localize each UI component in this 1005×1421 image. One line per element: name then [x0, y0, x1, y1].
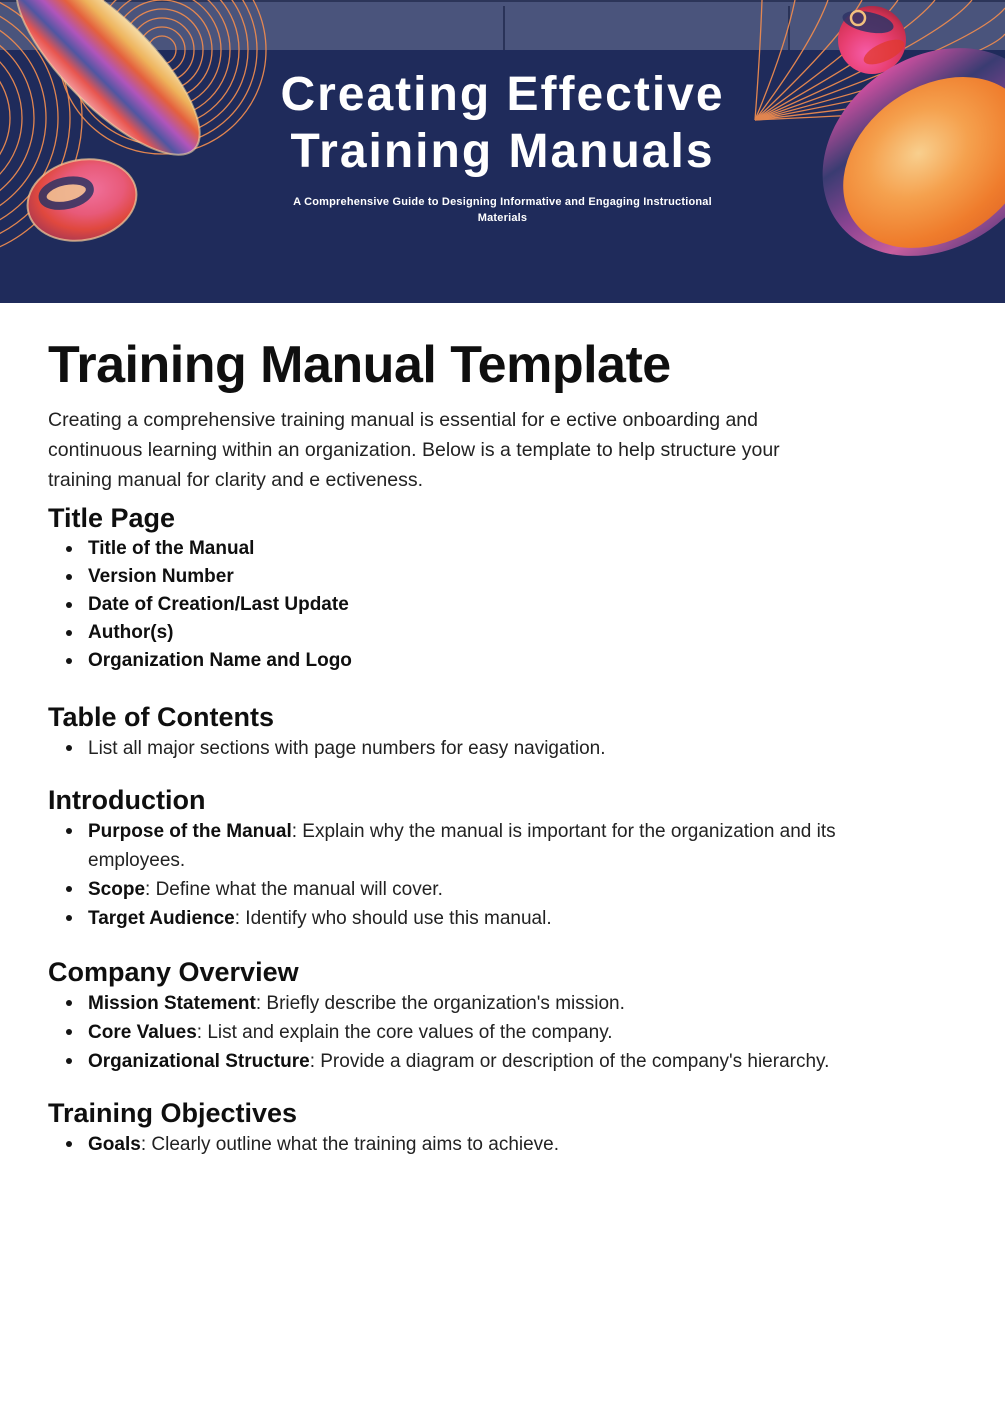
bullet-icon	[66, 1058, 72, 1064]
banner-subtitle	[0, 194, 1005, 226]
page-title: Training Manual Template	[48, 336, 671, 394]
list-item-text: : Clearly outline what the training aims to achieve.	[140, 1134, 560, 1155]
list-item-label: Target Audience	[88, 908, 235, 929]
section-heading-introduction: Introduction	[48, 785, 206, 815]
list-item-label: Core Values	[88, 1022, 197, 1043]
bullet-icon	[66, 1000, 72, 1006]
section-heading-training-objectives: Training Objectives	[48, 1098, 298, 1128]
section-heading-company-overview: Company Overview	[48, 957, 299, 987]
title-page-list	[48, 535, 957, 675]
list-item-label: Version Number	[88, 566, 234, 587]
list-item-label: Author(s)	[88, 622, 174, 643]
banner-subtitle-line1: A Comprehensive Guide to Designing Informative and Engaging Instructional	[293, 196, 712, 208]
bullet-icon	[66, 1141, 72, 1147]
banner-text-block	[0, 0, 1005, 226]
list-item-label: Purpose of the Manual	[88, 821, 292, 842]
list-item	[48, 563, 918, 591]
list-item-label: Title of the Manual	[88, 538, 255, 559]
list-item-text: : Define what the manual will cover.	[145, 879, 443, 900]
banner-subtitle-line2: Materials	[477, 212, 528, 224]
list-item	[48, 989, 918, 1018]
list-item	[48, 591, 918, 619]
list-item	[48, 535, 918, 563]
bullet-icon	[66, 546, 72, 552]
list-item	[48, 875, 918, 904]
list-item-text: : Briefly describe the organization's mission.	[255, 993, 625, 1014]
bullet-icon	[66, 1029, 72, 1035]
training-objectives-list	[48, 1130, 957, 1159]
list-item	[48, 817, 918, 875]
table-of-contents-list	[48, 734, 957, 763]
introduction-list	[48, 817, 957, 933]
list-item-text: List all major sections with page numbers for easy navigation.	[88, 738, 606, 759]
list-item	[48, 904, 918, 933]
header-banner	[0, 0, 1005, 303]
company-overview-list	[48, 989, 957, 1076]
intro-paragraph	[48, 405, 957, 495]
banner-title-line1: Creating Effective	[280, 68, 725, 121]
list-item-label: Organizational Structure	[88, 1051, 310, 1072]
document-body	[0, 303, 1005, 1159]
list-item-text: : Identify who should use this manual.	[234, 908, 552, 929]
section-heading-title-page: Title Page	[48, 503, 176, 533]
list-item-text: : List and explain the core values of the company.	[196, 1022, 613, 1043]
list-item	[48, 619, 918, 647]
list-item-label: Goals	[88, 1134, 141, 1155]
list-item	[48, 1018, 918, 1047]
list-item	[48, 734, 918, 763]
list-item-label: Organization Name and Logo	[88, 650, 352, 671]
banner-title	[0, 66, 1005, 180]
banner-title-line2: Training Manuals	[290, 125, 715, 178]
list-item-label: Scope	[88, 879, 146, 900]
bullet-icon	[66, 915, 72, 921]
list-item	[48, 647, 918, 675]
bullet-icon	[66, 886, 72, 892]
bullet-icon	[66, 828, 72, 834]
list-item-label: Mission Statement	[88, 993, 256, 1014]
list-item	[48, 1047, 918, 1076]
list-item-text: : Explain why the manual is important for the organization and its employees.	[88, 821, 836, 871]
bullet-icon	[66, 658, 72, 664]
list-item-label: Date of Creation/Last Update	[88, 594, 349, 615]
list-item	[48, 1130, 918, 1159]
bullet-icon	[66, 745, 72, 751]
bullet-icon	[66, 574, 72, 580]
intro-line: Creating a comprehensive training manual is essential for e ective onboarding and	[48, 409, 758, 431]
bullet-icon	[66, 630, 72, 636]
intro-line: training manual for clarity and e ectiveness.	[48, 469, 424, 491]
bullet-icon	[66, 602, 72, 608]
intro-line: continuous learning within an organization. Below is a template to help structure your	[48, 439, 780, 461]
section-heading-table-of-contents: Table of Contents	[48, 702, 274, 732]
list-item-text: : Provide a diagram or description of the company's hierarchy.	[309, 1051, 830, 1072]
